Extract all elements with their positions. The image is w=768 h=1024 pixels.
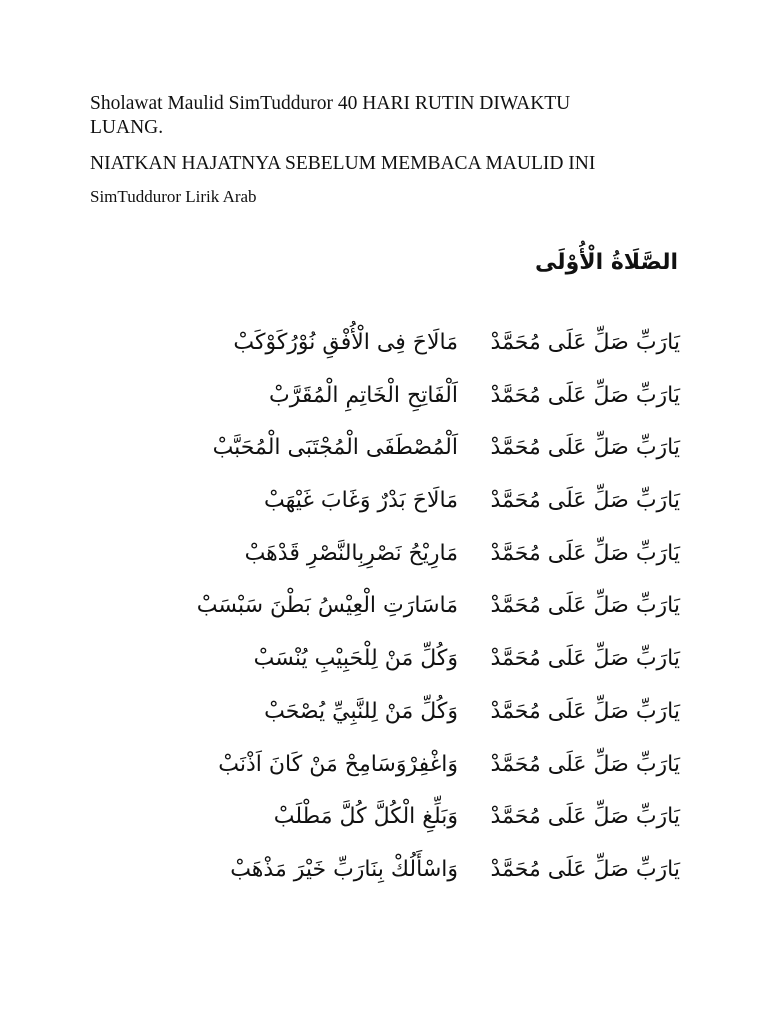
document-subtitle: SimTudduror Lirik Arab: [90, 187, 257, 206]
verse-refrain: يَارَبِّ صَلِّ عَلَى مُحَمَّدْ: [490, 856, 680, 882]
verse-row: [160, 488, 680, 541]
verse-row: [160, 804, 680, 857]
verse-line: اَلْفَاتِحِ الْخَاتِمِ الْمُقَرَّبْ: [269, 382, 458, 408]
verse-line: اَلْمُصْطَفَى الْمُجْتَبَى الْمُحَبَّبْ: [212, 435, 458, 461]
verse-line: وَاسْأَلُكْ بِنَارَبِّ خَيْرَ مَذْهَبْ: [230, 856, 458, 882]
verse-line: مَالَاحَ بَدْرٌ وَغَابَ غَيْهَبْ: [264, 488, 458, 514]
instruction-text: NIATKAN HAJATNYA SEBELUM MEMBACA MAULID INI: [90, 153, 596, 174]
verse-refrain: يَارَبِّ صَلِّ عَلَى مُحَمَّدْ: [490, 646, 680, 672]
verse-line: مَارِيْحُ نَصْرِبِالنَّصْرِ قَدْهَبْ: [244, 540, 458, 566]
verse-row: [160, 435, 680, 488]
verse-refrain: يَارَبِّ صَلِّ عَلَى مُحَمَّدْ: [490, 804, 680, 830]
verse-row: [160, 752, 680, 805]
verse-row: [160, 699, 680, 752]
verse-row: [160, 646, 680, 699]
verse-row: [160, 541, 680, 594]
verse-refrain: يَارَبِّ صَلِّ عَلَى مُحَمَّدْ: [490, 382, 680, 408]
verse-list: [160, 330, 680, 910]
verse-line: وَاغْفِرْوَسَامِحْ مَنْ كَانَ اَذْنَبْ: [218, 751, 458, 777]
verse-line: مَالَاحَ فِى الْأُفْقِ نُوْرُكَوْكَبْ: [233, 330, 458, 355]
verse-refrain: يَارَبِّ صَلِّ عَلَى مُحَمَّدْ: [490, 751, 680, 777]
section-title: الصَّلَاةُ الْأُوْلَى: [535, 250, 678, 275]
verse-line: وَكُلِّ مَنْ لِلنَّبِيِّ يُصْحَبْ: [264, 698, 458, 724]
verse-refrain: يَارَبِّ صَلِّ عَلَى مُحَمَّدْ: [490, 698, 680, 724]
verse-refrain: يَارَبِّ صَلِّ عَلَى مُحَمَّدْ: [490, 593, 680, 619]
verse-line: وَكُلِّ مَنْ لِلْحَبِيْبِ يُنْسَبْ: [253, 646, 458, 672]
verse-row: [160, 383, 680, 436]
verse-row: [160, 330, 680, 383]
verse-refrain: يَارَبِّ صَلِّ عَلَى مُحَمَّدْ: [490, 435, 680, 461]
verse-line: وَبَلِّغِ الْكُلَّ كُلَّ مَطْلَبْ: [273, 804, 458, 830]
verse-row: [160, 593, 680, 646]
verse-refrain: يَارَبِّ صَلِّ عَلَى مُحَمَّدْ: [490, 488, 680, 514]
verse-refrain: يَارَبِّ صَلِّ عَلَى مُحَمَّدْ: [490, 330, 680, 355]
verse-row: [160, 857, 680, 910]
document-title-line-2: LUANG.: [90, 117, 164, 138]
verse-refrain: يَارَبِّ صَلِّ عَلَى مُحَمَّدْ: [490, 540, 680, 566]
verse-line: مَاسَارَتِ الْعِيْسُ بَطْنَ سَبْسَبْ: [196, 593, 458, 619]
document-title-line-1: Sholawat Maulid SimTudduror 40 HARI RUTIN DIWAKTU: [90, 93, 571, 114]
